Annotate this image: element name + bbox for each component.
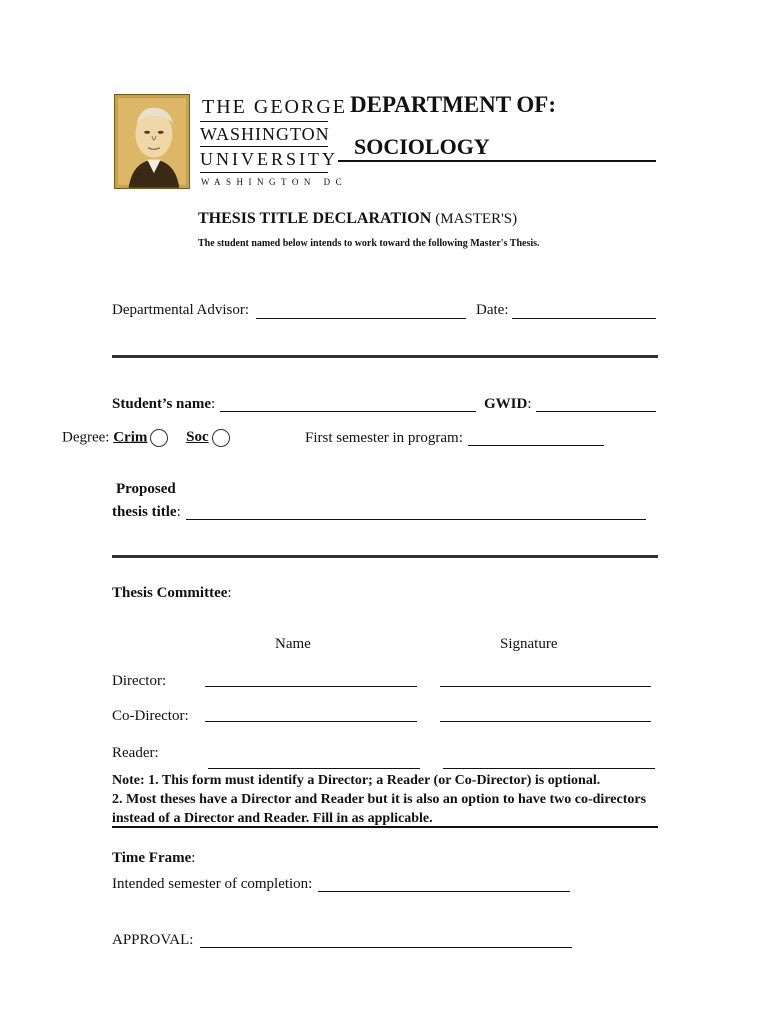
date-label: Date: xyxy=(476,302,509,318)
note-line-3: instead of a Director and Reader. Fill in as applicable. xyxy=(112,811,433,826)
form-intro: The student named below intends to work toward the following Master's Thesis. xyxy=(198,238,540,249)
intended-semester-label: Intended semester of completion: xyxy=(112,876,313,892)
note-underline xyxy=(112,826,658,828)
logo-divider xyxy=(200,121,328,122)
logo-text-line1: THE GEORGE xyxy=(202,96,347,118)
form-title-rest: (MASTER'S) xyxy=(435,211,518,227)
advisor-label: Departmental Advisor: xyxy=(112,302,250,318)
thesis-title-label: thesis title xyxy=(112,504,177,520)
approval-field[interactable] xyxy=(200,947,572,948)
director-signature-field[interactable] xyxy=(440,686,651,687)
degree-soc-radio[interactable] xyxy=(212,429,230,447)
first-semester-label: First semester in program: xyxy=(305,430,463,446)
gwu-portrait-logo xyxy=(114,94,190,189)
time-frame-row: Time Frame: xyxy=(112,850,196,866)
degree-row xyxy=(62,429,230,447)
intended-semester-field[interactable] xyxy=(318,891,570,892)
logo-divider xyxy=(200,146,328,147)
column-name-header: Name xyxy=(275,636,311,652)
logo-text-line2: WASHINGTON xyxy=(200,124,330,144)
proposed-label: Proposed xyxy=(116,481,176,497)
gwid-label: GWID xyxy=(484,396,528,412)
department-label: DEPARTMENT OF: xyxy=(350,92,556,117)
gwid-field[interactable] xyxy=(536,411,656,412)
degree-crim-radio[interactable] xyxy=(150,429,168,447)
column-signature-header: Signature xyxy=(500,636,558,652)
advisor-field[interactable] xyxy=(256,318,466,319)
director-label: Director: xyxy=(112,673,167,689)
section-divider xyxy=(112,355,658,358)
codirector-signature-field[interactable] xyxy=(440,721,651,722)
section-divider xyxy=(112,555,658,558)
approval-label: APPROVAL: xyxy=(112,932,194,948)
degree-option-crim-label: Crim xyxy=(113,429,148,446)
date-field[interactable] xyxy=(512,318,656,319)
portrait-icon xyxy=(115,95,189,188)
director-name-field[interactable] xyxy=(205,686,417,687)
reader-label: Reader: xyxy=(112,745,159,761)
thesis-title-field[interactable] xyxy=(186,519,646,520)
department-value: SOCIOLOGY xyxy=(354,134,490,159)
reader-signature-field[interactable] xyxy=(443,768,655,769)
committee-row: Thesis Committee: xyxy=(112,585,232,601)
note-line-1: Note: 1. This form must identify a Director; a Reader (or Co-Director) is optional. xyxy=(112,773,601,788)
degree-option-soc-label: Soc xyxy=(186,429,209,446)
logo-divider xyxy=(200,172,328,173)
student-name-row: Student’s name: xyxy=(112,396,216,412)
codirector-name-field[interactable] xyxy=(205,721,417,722)
form-title xyxy=(198,210,517,228)
thesis-title-row: thesis title: xyxy=(112,504,181,520)
time-frame-label: Time Frame xyxy=(112,850,192,866)
reader-name-field[interactable] xyxy=(208,768,420,769)
student-name-label: Student’s name xyxy=(112,396,212,412)
student-name-field[interactable] xyxy=(220,411,476,412)
note-line-2: 2. Most theses have a Director and Reader but it is also an option to have two co-directors xyxy=(112,792,647,807)
codirector-label: Co-Director: xyxy=(112,708,189,724)
form-title-bold: THESIS TITLE DECLARATION xyxy=(198,210,432,227)
logo-text-line3: UNIVERSITY xyxy=(200,149,338,169)
degree-label: Degree: xyxy=(62,429,110,446)
logo-text-line4: WASHINGTON DC xyxy=(201,177,348,187)
gwid-row: GWID: xyxy=(484,396,532,412)
committee-label: Thesis Committee xyxy=(112,585,228,601)
department-underline xyxy=(338,160,656,162)
first-semester-field[interactable] xyxy=(468,445,604,446)
